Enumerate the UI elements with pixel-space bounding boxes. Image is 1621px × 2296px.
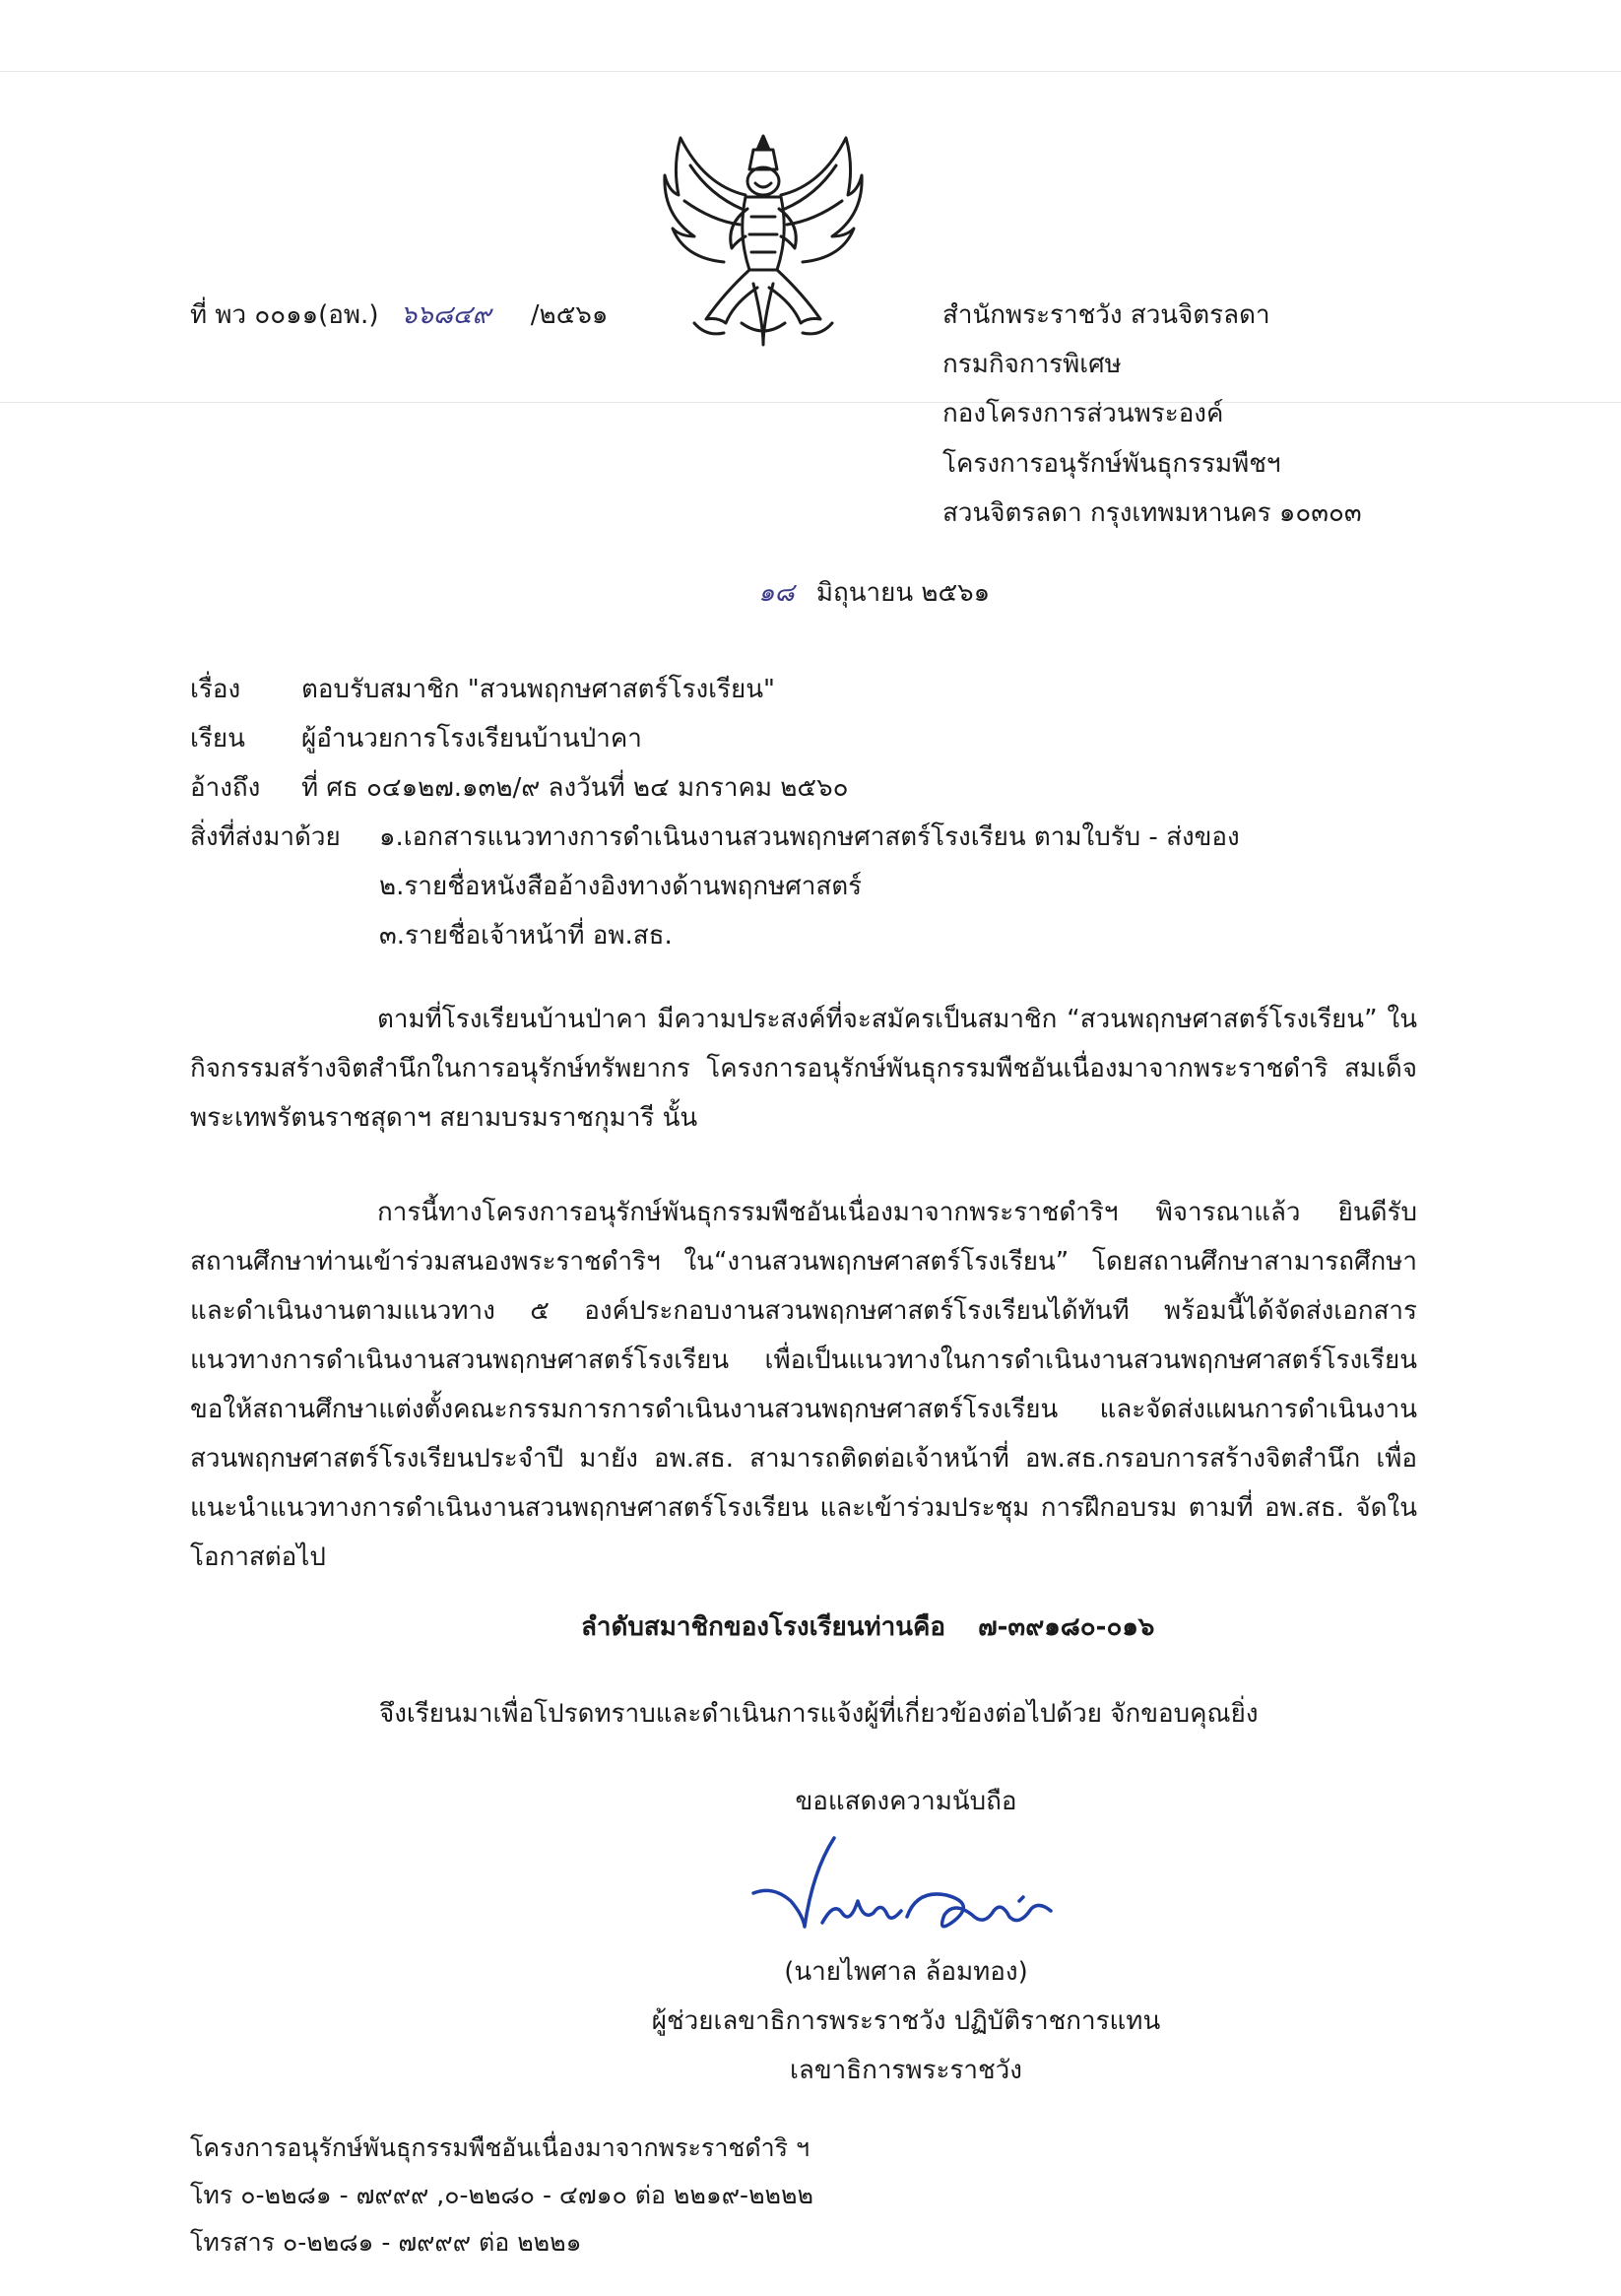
enclosure-item-2: ๒.รายชื่อหนังสืออ้างอิงทางด้านพฤกษศาสตร์ (379, 872, 863, 901)
date-day: ๑๘ (758, 578, 795, 608)
sender-line-1: สำนักพระราชวัง สวนจิตรลดา (942, 300, 1270, 330)
date-month-year: มิถุนายน ๒๕๖๑ (815, 578, 991, 608)
paragraph-2-text: การนี้ทางโครงการอนุรักษ์พันธุกรรมพืชอันเนื่องมาจากพระราชดำริฯ พิจารณาแล้ว ยินดีรับสถานศึกษาท่านเข้าร่วมสนองพระราชดำริฯ ใน“งานสวนพฤกษศาสตร์โรงเรียน” โดยสถานศึกษาสามารถศึกษาและดำเนินงานตามแนวทาง ๕ องค์ประกอบงานสวนพฤกษศาสตร์โรงเรียนได้ทันที พร้อมนี้ได้จัดส่งเอกสารแนวทางการดำเนินงานสวนพฤกษศาสตร์โรงเรียน เพื่อเป็นแนวทางในการดำเนินงานสวนพฤกษศาสตร์โรงเรียน ขอให้สถานศึกษาแต่งตั้งคณะกรรมการการดำเนินงานสวนพฤกษศาสตร์โรงเรียน และจัดส่งแผนการดำเนินงานสวนพฤกษศาสตร์โรงเรียนประจำปี มายัง อพ.สธ. สามารถติดต่อเจ้าหน้าที่ อพ.สธ.กรอบการสร้างจิตสำนึก เพื่อแนะนำแนวทางการดำเนินงานสวนพฤกษศาสตร์โรงเรียน และเข้าร่วมประชุม การฝึกอบรม ตามที่ อพ.สธ. จัดในโอกาสต่อไป (190, 1198, 1417, 1572)
subject-label: เรื่อง (190, 675, 241, 704)
footer-fax: โทรสาร ๐-๒๒๘๑ - ๗๙๙๙ ต่อ ๒๒๒๑ (190, 2228, 582, 2257)
signer-name: (นายไพศาล ล้อมทอง) (784, 1957, 1028, 1987)
recipient-label: เรียน (190, 724, 245, 754)
enclosure-item-3: ๓.รายชื่อเจ้าหน้าที่ อพ.สธ. (379, 921, 673, 951)
paragraph-1-text: ตามที่โรงเรียนบ้านป่าคา มีความประสงค์ที่จะสมัครเป็นสมาชิก “สวนพฤกษศาสตร์โรงเรียน” ในกิจกรรมสร้างจิตสำนึกในการอนุรักษ์ทรัพยากร โครงการอนุรักษ์พันธุกรรมพืชอันเนื่องมาจากพระราชดำริ สมเด็จพระเทพรัตนราชสุดาฯ สยามบรมราชกุมารี นั้น (190, 1005, 1417, 1133)
enclosure-item-1: ๑.เอกสารแนวทางการดำเนินงานสวนพฤกษศาสตร์โรงเรียน ตามใบรับ - ส่งของ (379, 822, 1240, 852)
signer-position-2: เลขาธิการพระราชวัง (790, 2056, 1022, 2085)
reference-handwritten-number: ๖๖๘๔๙ (400, 300, 491, 330)
recipient-value: ผู้อำนวยการโรงเรียนบ้านป่าคา (301, 724, 642, 754)
signer-position-1: ผู้ช่วยเลขาธิการพระราชวัง ปฏิบัติราชการแทน (651, 2006, 1161, 2036)
signature-graphic (744, 1832, 1069, 1950)
letter-date (758, 577, 990, 609)
reference-number (190, 299, 608, 331)
signature (744, 1832, 1069, 1950)
footer-phone: โทร ๐-๒๒๘๑ - ๗๙๙๙ ,๐-๒๒๘๐ - ๔๗๑๐ ต่อ ๒๒๑๙-๒๒๒๒ (190, 2181, 813, 2209)
garuda-emblem (655, 126, 872, 353)
reference-prefix: ที่ พว ๐๐๑๑(อพ.) (190, 300, 379, 330)
sender-line-4: โครงการอนุรักษ์พันธุกรรมพืชฯ (942, 449, 1281, 479)
member-number: ๗-๓๙๑๘๐-๐๑๖ (978, 1612, 1155, 1642)
salutation: ขอแสดงความนับถือ (795, 1787, 1017, 1816)
sender-line-5: สวนจิตรลดา กรุงเทพมหานคร ๑๐๓๐๓ (942, 498, 1362, 528)
closing-sentence: จึงเรียนมาเพื่อโปรดทราบและดำเนินการแจ้งผู้ที่เกี่ยวข้องต่อไปด้วย จักขอบคุณยิ่ง (379, 1699, 1259, 1729)
member-number-line (581, 1611, 1154, 1643)
sender-line-2: กรมกิจการพิเศษ (942, 350, 1122, 379)
reference-doc-label: อ้างถึง (190, 773, 261, 803)
body-paragraph-1 (190, 995, 1417, 1143)
body-paragraph-2 (190, 1188, 1417, 1582)
enclosures-label: สิ่งที่ส่งมาด้วย (190, 822, 341, 852)
garuda-emblem-graphic (655, 126, 872, 353)
member-label: ลำดับสมาชิกของโรงเรียนท่านคือ (581, 1612, 946, 1642)
reference-suffix: /๒๕๖๑ (530, 300, 609, 330)
reference-doc-value: ที่ ศธ ๐๔๑๒๗.๑๓๒/๙ ลงวันที่ ๒๔ มกราคม ๒๕๖๐ (301, 773, 849, 803)
footer-project: โครงการอนุรักษ์พันธุกรรมพืชอันเนื่องมาจากพระราชดำริ ฯ (190, 2133, 810, 2162)
sender-line-3: กองโครงการส่วนพระองค์ (942, 399, 1224, 428)
subject-value: ตอบรับสมาชิก "สวนพฤกษศาสตร์โรงเรียน" (301, 675, 775, 704)
